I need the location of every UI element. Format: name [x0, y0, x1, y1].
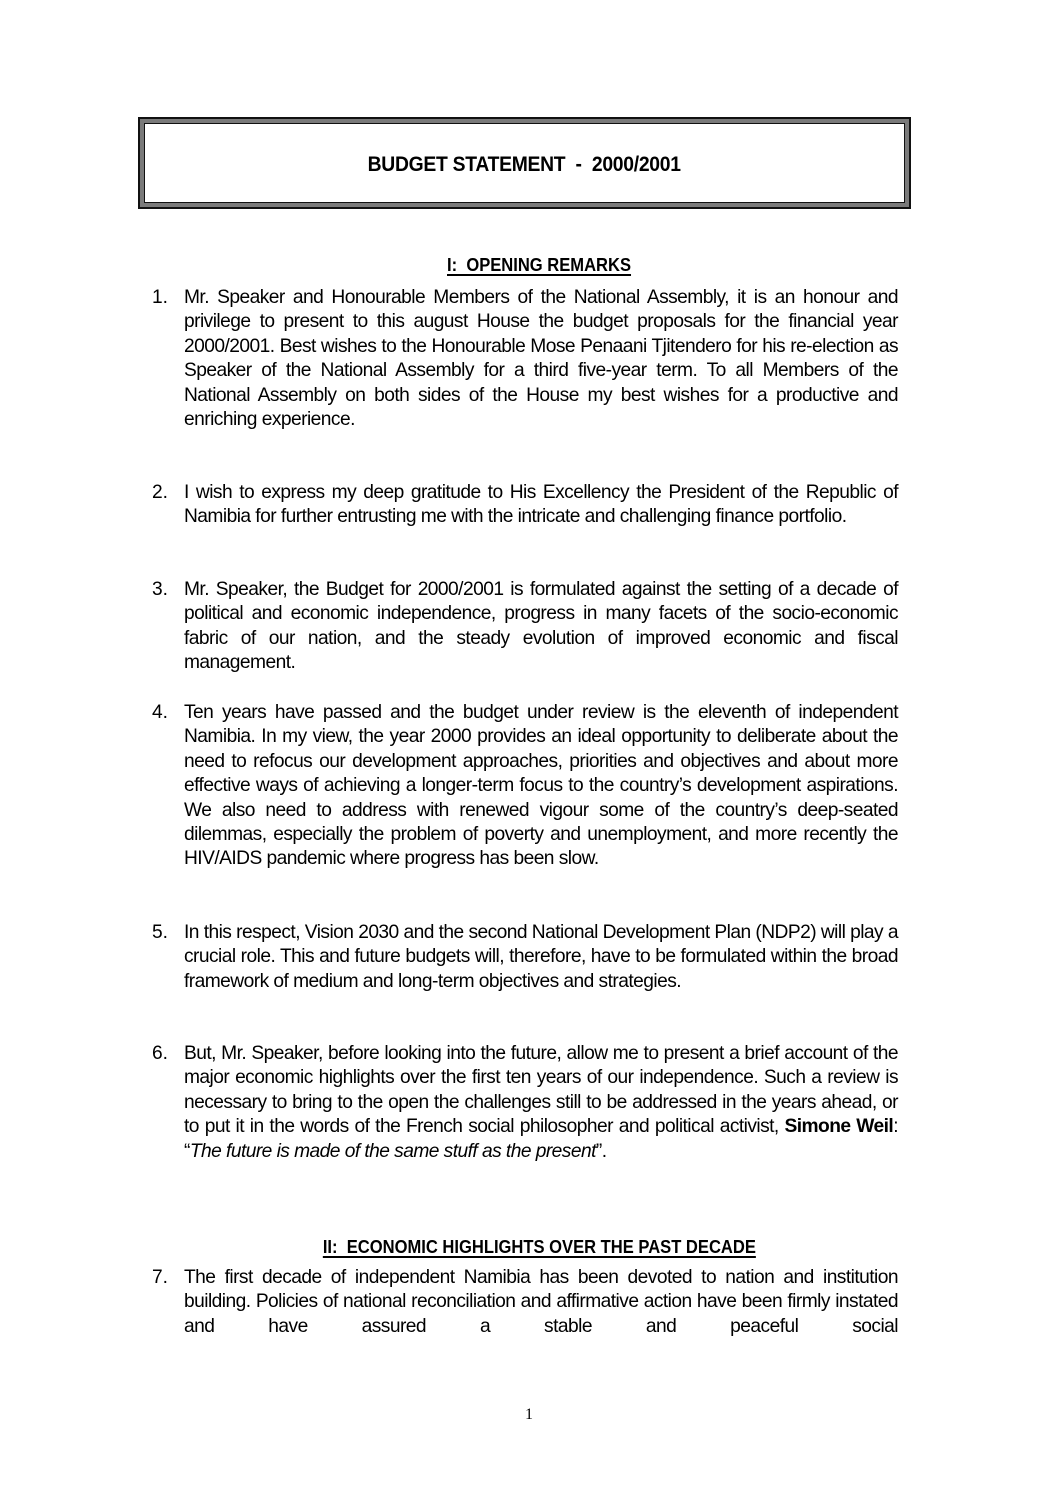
paragraph-number: 7. — [152, 1267, 169, 1288]
paragraph-text — [184, 1042, 898, 1164]
paragraph-text-part: : “ — [184, 1116, 898, 1162]
paragraph-text: Mr. Speaker and Honourable Members of the National Assembly, it is an honour and privilege to present to this august House the budget proposals for the financial year 2000/2001. Best wishes to the Honourable Mose Penaani Tjitendero for his re-election as Speaker of the National Assembly for a third five-year term. To all Members of the National Assembly on both sides of the House my best wishes for a productive and enriching experience. — [184, 287, 898, 431]
quoted-author-name: Simone Weil — [784, 1116, 894, 1138]
paragraph-4 — [152, 701, 898, 872]
paragraph-text-part: But, Mr. Speaker, before looking into the future, allow me to present a brief account of the major economic highlights over the first ten years of our independence. Such a review is necessary to bring to the open the challenges still to be addressed in the years ahead, or to put it in the words of the French social philosopher and political activist, — [184, 1043, 898, 1138]
quotation: The future is made of the same stuff as the present — [189, 1140, 596, 1162]
section-heading-text: I: OPENING REMARKS — [447, 255, 632, 275]
paragraph-text: In this respect, Vision 2030 and the second National Development Plan (NDP2) will play a crucial role. This and future budgets will, therefore, have to be formulated within the broad framework of medium and long-term objectives and strategies. — [184, 922, 898, 992]
paragraph-number: 3. — [152, 579, 169, 600]
section-heading-text: II: ECONOMIC HIGHLIGHTS OVER THE PAST DECADE — [322, 1237, 756, 1257]
paragraph-text: Mr. Speaker, the Budget for 2000/2001 is formulated against the setting of a decade of political and economic independence, progress in many facets of the socio-economic fabric of our nation, and the steady evolution of improved economic and fiscal management. — [184, 579, 898, 674]
paragraph-5 — [152, 921, 898, 994]
document-title: BUDGET STATEMENT - 2000/2001 — [367, 153, 682, 176]
page-number: 1 — [525, 1406, 533, 1423]
paragraph-number: 1. — [152, 287, 169, 308]
paragraph-text-part: ”. — [595, 1140, 607, 1162]
paragraph-6 — [152, 1042, 898, 1164]
paragraph-number: 4. — [152, 702, 169, 723]
paragraph-7 — [152, 1266, 898, 1339]
title-box — [138, 117, 911, 209]
paragraph-text: The first decade of independent Namibia has been devoted to nation and institution building. Policies of national reconciliation and affirmative action have been firmly instated and have assured a stable and peaceful social — [184, 1267, 898, 1337]
paragraph-text: I wish to express my deep gratitude to His Excellency the President of the Republic of Namibia for further entrusting me with the intricate and challenging finance portfolio. — [184, 482, 898, 528]
paragraph-text: Ten years have passed and the budget under review is the eleventh of independent Namibia. In my view, the year 2000 provides an ideal opportunity to deliberate about the need to refocus our development approaches, priorities and objectives and about more effective ways of achieving a longer-term focus to the country’s development aspirations. We also need to address with renewed vigour some of the country’s deep-seated dilemmas, especially the problem of poverty and unemployment, and more recently the HIV/AIDS pandemic where progress has been slow. — [184, 702, 898, 870]
paragraph-number: 2. — [152, 482, 169, 503]
paragraph-number: 6. — [152, 1043, 169, 1064]
paragraph-2 — [152, 481, 898, 530]
paragraph-number: 5. — [152, 922, 169, 943]
paragraph-1 — [152, 286, 898, 432]
paragraph-3 — [152, 578, 898, 676]
